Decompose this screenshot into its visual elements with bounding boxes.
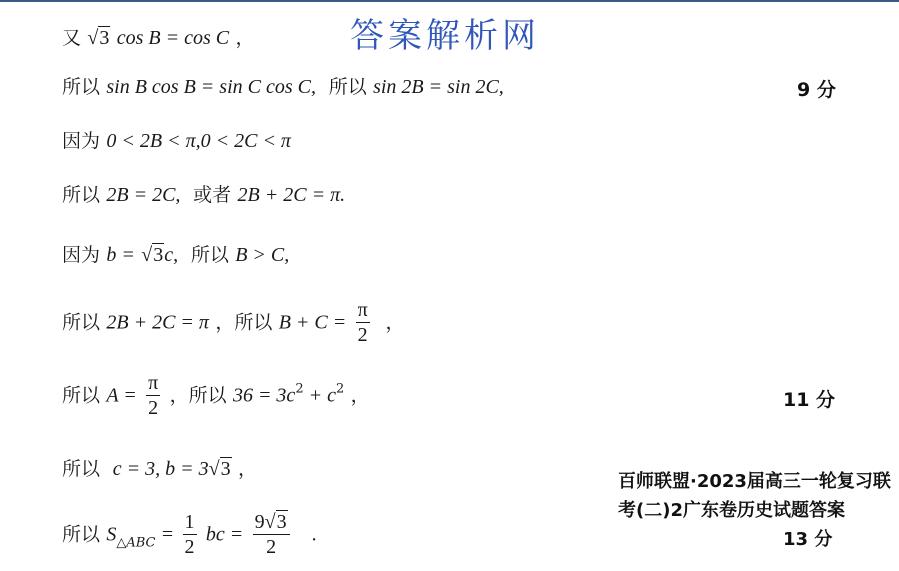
solution-line-2 xyxy=(62,73,504,100)
line-7-tail: ， xyxy=(350,384,370,407)
line-2-math-1: sin B cos B = sin C cos C, xyxy=(106,76,316,98)
line-4-label: 所以 xyxy=(62,184,101,206)
line-7-exponent: 2 xyxy=(295,381,304,397)
score-13: 13 分 xyxy=(783,529,833,550)
line-9-frac2-num: 9√3 xyxy=(253,512,290,535)
line-7-math-2: 36 = 3c xyxy=(232,384,296,407)
footer-caption xyxy=(618,467,898,550)
line-4-math-1: 2B = 2C, xyxy=(106,184,181,206)
line-9-frac1-num: 1 xyxy=(184,511,195,533)
line-3-label: 因为 xyxy=(62,130,101,152)
line-5-label: 因为 xyxy=(62,244,101,266)
line-6-frac-num: π xyxy=(357,299,368,321)
line-7-math-1: A = xyxy=(106,384,137,407)
line-7-frac-num: π xyxy=(148,372,159,394)
line-6-math-1: 2B + 2C = π xyxy=(106,311,209,334)
line-1-math: cos B = cos C xyxy=(116,27,230,49)
line-2-label: 所以 xyxy=(62,76,101,98)
line-8-math: c = 3, b = 3 xyxy=(112,458,209,480)
line-7-label: 所以 xyxy=(62,384,101,407)
line-9-area-symbol: S xyxy=(106,523,117,546)
line-1-sqrt-sign: √3 xyxy=(87,27,110,49)
line-1-label: 又 xyxy=(62,27,82,49)
line-3-math: 0 < 2B < π,0 < 2C < π xyxy=(106,130,291,152)
solution-line-8 xyxy=(62,455,257,482)
line-4-label-2: 或者 xyxy=(193,184,232,206)
line-9-fraction-1 xyxy=(183,512,197,558)
line-9-frac2-sqrt-value: 3 xyxy=(276,511,287,533)
line-9-frac2-den: 2 xyxy=(266,536,277,558)
line-7-label-2: ，所以 xyxy=(169,384,227,407)
line-2-math-2: sin 2B = sin 2C, xyxy=(373,76,504,98)
line-9-fraction-2 xyxy=(253,512,290,558)
line-6-tail: ， xyxy=(385,311,405,334)
score-11: 11 分 xyxy=(783,389,836,411)
line-5-math-post: c, xyxy=(164,244,179,266)
watermark-text: 答案解析网 xyxy=(350,16,540,56)
line-9-frac2-num-coef: 9 xyxy=(254,511,265,533)
line-2-label-2: 所以 xyxy=(328,76,367,98)
line-5-label-2: 所以 xyxy=(190,244,229,266)
line-9-tail: . xyxy=(311,523,317,546)
score-9: 9 分 xyxy=(797,79,836,101)
line-7-frac-den: 2 xyxy=(148,397,159,419)
line-5-sqrt-sign: √3 xyxy=(141,244,164,266)
solution-line-4 xyxy=(62,181,345,208)
line-1-sqrt-value: 3 xyxy=(99,27,110,49)
line-5-sqrt-value: 3 xyxy=(153,244,164,266)
solution-line-7 xyxy=(62,373,370,419)
line-6-math-2: B + C = xyxy=(278,311,347,334)
line-7-fraction xyxy=(146,373,160,419)
solution-line-5 xyxy=(62,241,289,268)
line-8-tail: ， xyxy=(237,458,257,480)
solution-line-1 xyxy=(62,24,254,51)
solution-line-6 xyxy=(62,300,404,346)
line-7-math-3: + c xyxy=(303,384,336,407)
line-8-sqrt-sign: √3 xyxy=(208,458,231,480)
line-8-label: 所以 xyxy=(62,458,101,480)
footer-title: 百师联盟·2023届高三一轮复习联考(二)2广东卷历史试题答案 xyxy=(618,471,891,521)
line-6-frac-den: 2 xyxy=(357,324,368,346)
line-5-math-pre: b = xyxy=(106,244,135,266)
top-border xyxy=(0,0,899,2)
line-9-label: 所以 xyxy=(62,523,101,546)
line-7-exponent-2: 2 xyxy=(335,381,345,397)
line-5-math-2: B > C, xyxy=(235,244,290,266)
solution-line-9 xyxy=(62,512,317,558)
line-9-frac1-den: 2 xyxy=(184,536,195,558)
line-9-equals: = xyxy=(161,523,174,546)
line-6-fraction xyxy=(356,300,370,346)
line-1-tail: ， xyxy=(235,27,255,49)
line-9-subscript: △ABC xyxy=(116,535,156,551)
line-6-label: 所以 xyxy=(62,311,101,334)
solution-line-3 xyxy=(62,127,291,154)
line-9-math-2: bc = xyxy=(205,523,244,546)
line-4-math-2: 2B + 2C = π. xyxy=(237,184,346,206)
line-6-label-2: ，所以 xyxy=(215,311,273,334)
line-8-sqrt-value: 3 xyxy=(220,458,231,480)
